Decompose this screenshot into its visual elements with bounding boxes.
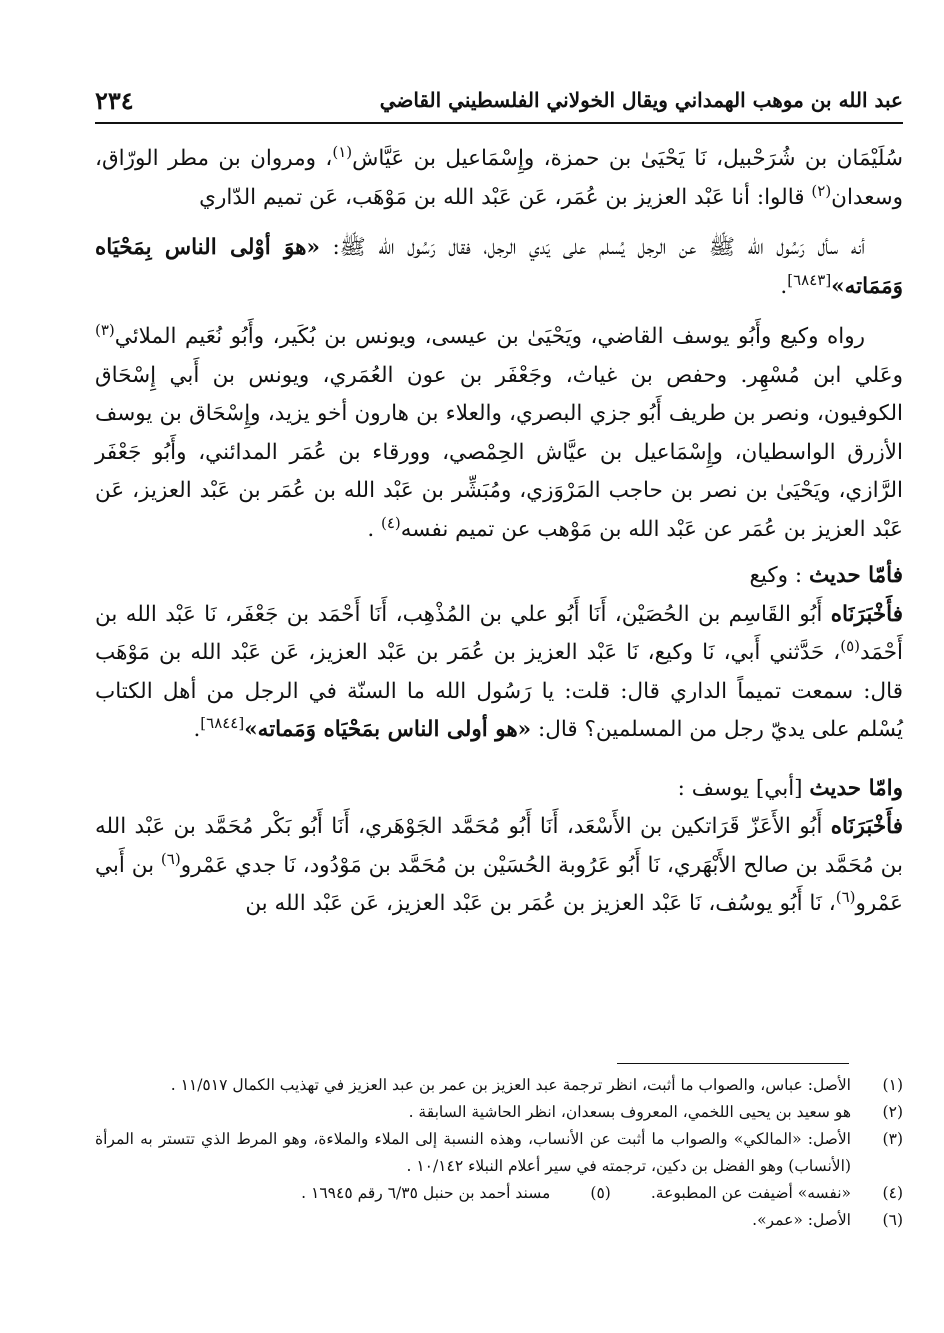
footnote-ref: (١) <box>332 142 353 161</box>
heading-bold: وامّا حديث <box>809 775 903 801</box>
text-span: . <box>367 516 381 542</box>
footnote-text: الأصل: «المالكي» والصواب ما أثبت عن الأنساب، وهذه النسبة إلى الملاء والملاءة، وهو المرط الذي تتستر به المرأة (الأنساب) وهو الفضل بن دكين، ترجمته في سير أعلام النبلاء ١٠/١٤٢ . <box>95 1130 851 1175</box>
footnote-ref: (٦) <box>160 849 181 868</box>
paragraph-abu-yusuf-chain <box>95 808 903 924</box>
footnote-text: مسند أحمد بن حنبل ٦/٣٥ رقم ١٦٩٤٥ . <box>301 1184 551 1202</box>
footnote-number: (٢) <box>882 1103 903 1121</box>
heading-rest: : وكيع <box>749 563 809 588</box>
footnote-row <box>301 1180 851 1207</box>
footnote-number: (٤) <box>882 1184 903 1202</box>
text-span: قالوا: أنا عَبْد العزيز بن عُمَر، عَن عَبْد الله بن مَوْهَب، عَن تميم الدّاري <box>199 184 812 210</box>
hadith-number: [٦٨٤٣] <box>787 270 832 289</box>
text-span: أنه سأل رَسُول الله ﷺ عن الرجل يُسلم على يَدي الرجل، فقال رَسُول الله ﷺ: <box>319 235 865 260</box>
running-title: عبد الله بن موهب الهمداني ويقال الخولاني الفلسطيني القاضي <box>379 88 903 112</box>
text-span: ، ومروان بن مطر الورّاق، وسعدان <box>95 146 903 210</box>
footnote-number: (٦) <box>882 1211 903 1229</box>
text-span: أَبُو القَاسِم بن الحُصَيْن، أَنَا أَبُو علي بن المُذْهِب، أَنَا أَحْمَد بن جَعْفَر، نَا عَبْد الله بن أَحْمَد <box>95 601 903 665</box>
spacer <box>95 217 903 229</box>
footnote-text: الأصل: «عمر». <box>752 1211 851 1229</box>
footnote-text: «نفسه» أضيفت عن المطبوعة. <box>650 1184 851 1202</box>
heading-bold: فأمّا حديث <box>808 563 903 588</box>
paragraph-isnad <box>95 140 903 217</box>
heading-rest: [أبي] يوسف : <box>677 775 810 801</box>
paragraph-matn <box>95 229 903 306</box>
text-span: سُلَيْمَان بن شُرَحْبيل، نَا يَحْيَىٰ بن حمزة، وإِسْمَاعيل بن عَيَّاش <box>352 146 903 171</box>
text-span: . <box>193 717 201 742</box>
hadith-number: [٦٨٤٤] <box>200 713 245 732</box>
footnote-text: هو سعيد بن يحيى اللخمي، المعروف بسعدان، انظر الحاشية السابقة . <box>408 1103 851 1121</box>
footnote-ref: (٣) <box>95 320 115 339</box>
footnote-number: (١) <box>882 1076 903 1094</box>
footnote-2 <box>95 1099 903 1126</box>
paragraph-narrators <box>95 318 903 549</box>
section-heading-waki <box>95 557 903 596</box>
paragraph-waki-chain <box>95 596 903 750</box>
text-span: أَبُو الأَعَزّ قَرَاتكين بن الأَسْعَد، أَنَا أَبُو مُحَمَّد الجَوْهَري، أَنَا أَبُو بَكْر مُحَمَّد بن عَبْد الله بن مُحَمَّد بن صالح الأَبْهَري، نَا أَبُو عَرُوبة الحُسَيْن بن مُحَمَّد بن مَوْدُود، نَا جدي عَمْرو <box>95 814 903 878</box>
text-span: ، نَا أَبُو يوسُف، نَا عَبْد العزيز بن عُمَر بن عَبْد العزيز، عَن عَبْد الله بن <box>245 891 836 916</box>
hadith-text: «هوَ أوْلى الناس بِمَحْيَاه وَمَمَاته» <box>95 235 903 299</box>
footnote-6 <box>95 1207 903 1234</box>
spacer <box>95 750 903 762</box>
text-span: رواه وكيع وأَبُو يوسف القاضي، ويَحْيَىٰ بن عيسى، ويونس بن بُكَير، وأَبُو نُعَيم الملائي <box>114 324 865 349</box>
footnote-4-5 <box>95 1180 903 1207</box>
footnote-number: (٥) <box>590 1184 611 1202</box>
text-span: ، حَدَّثني أَبي، نَا وكيع، نَا عَبْد العزيز بن عُمَر بن عَبْد العزيز، عَن عَبْد الله بن مَوْهَب قال: سمعت تميماً الداري قال: قلت: يا رَسُول الله ما السنّة في الرجل من أهل الكتاب يُسْلم على يديّ رجل من المسلمين؟ قال: <box>95 640 903 742</box>
akhbarana-word: فأَخْبَرَنَاه <box>830 814 903 839</box>
text-span: . <box>780 273 788 299</box>
footnote-ref: (٥) <box>840 636 861 655</box>
main-text <box>95 140 903 924</box>
footnote-text: الأصل: عباس، والصواب ما أثبت، انظر ترجمة عبد العزيز بن عمر بن عبد العزيز في تهذيب الكمال ١١/٥١٧ . <box>170 1076 851 1094</box>
footnote-3 <box>95 1126 903 1180</box>
text-span: وعَلي ابن مُسْهِر. وحفص بن غياث، وجَعْفَر بن عون العُمَري، ويونس بن أَبي إِسْحَاق الكوفيون، ونصر بن طريف أَبُو جزي البصري، والعلاء بن هارون أخو يزيد، وإِسْحَاق بن يوسف الأزرق الواسطيان، وإِسْمَاعيل بن عيَّاش الحِمْصي، وورقاء بن عُمَر المدائني، وأَبُو جَعْفَر الرَّازي، ويَحْيَىٰ بن نصر بن حاجب المَرْوَزي، ومُبَشِّر بن عَبْد الله بن عُمَر بن عَبْد العزيز، عَن عَبْد العزيز بن عُمَر عن عَبْد الله بن مَوْهب عن تميم نفسه <box>95 362 903 542</box>
page-number: ٢٣٤ <box>95 86 134 115</box>
footnote-1 <box>95 1072 903 1099</box>
text-span: بن أَبي عَمْرو <box>95 852 903 916</box>
hadith-text: «هو أولى الناس بمَحْيَاه وَمَماته» <box>244 717 532 742</box>
footnote-ref: (٢) <box>811 181 832 200</box>
page-header <box>95 82 903 124</box>
section-heading-abu-yusuf <box>95 770 903 809</box>
footnotes <box>95 1072 903 1234</box>
footnote-ref: (٤) <box>381 513 401 532</box>
footnote-separator <box>617 1063 849 1064</box>
footnote-ref: (٦) <box>835 887 856 906</box>
spacer <box>95 306 903 318</box>
akhbarana-word: فأَخْبَرَنَاه <box>830 601 903 627</box>
footnote-number: (٣) <box>882 1130 903 1148</box>
